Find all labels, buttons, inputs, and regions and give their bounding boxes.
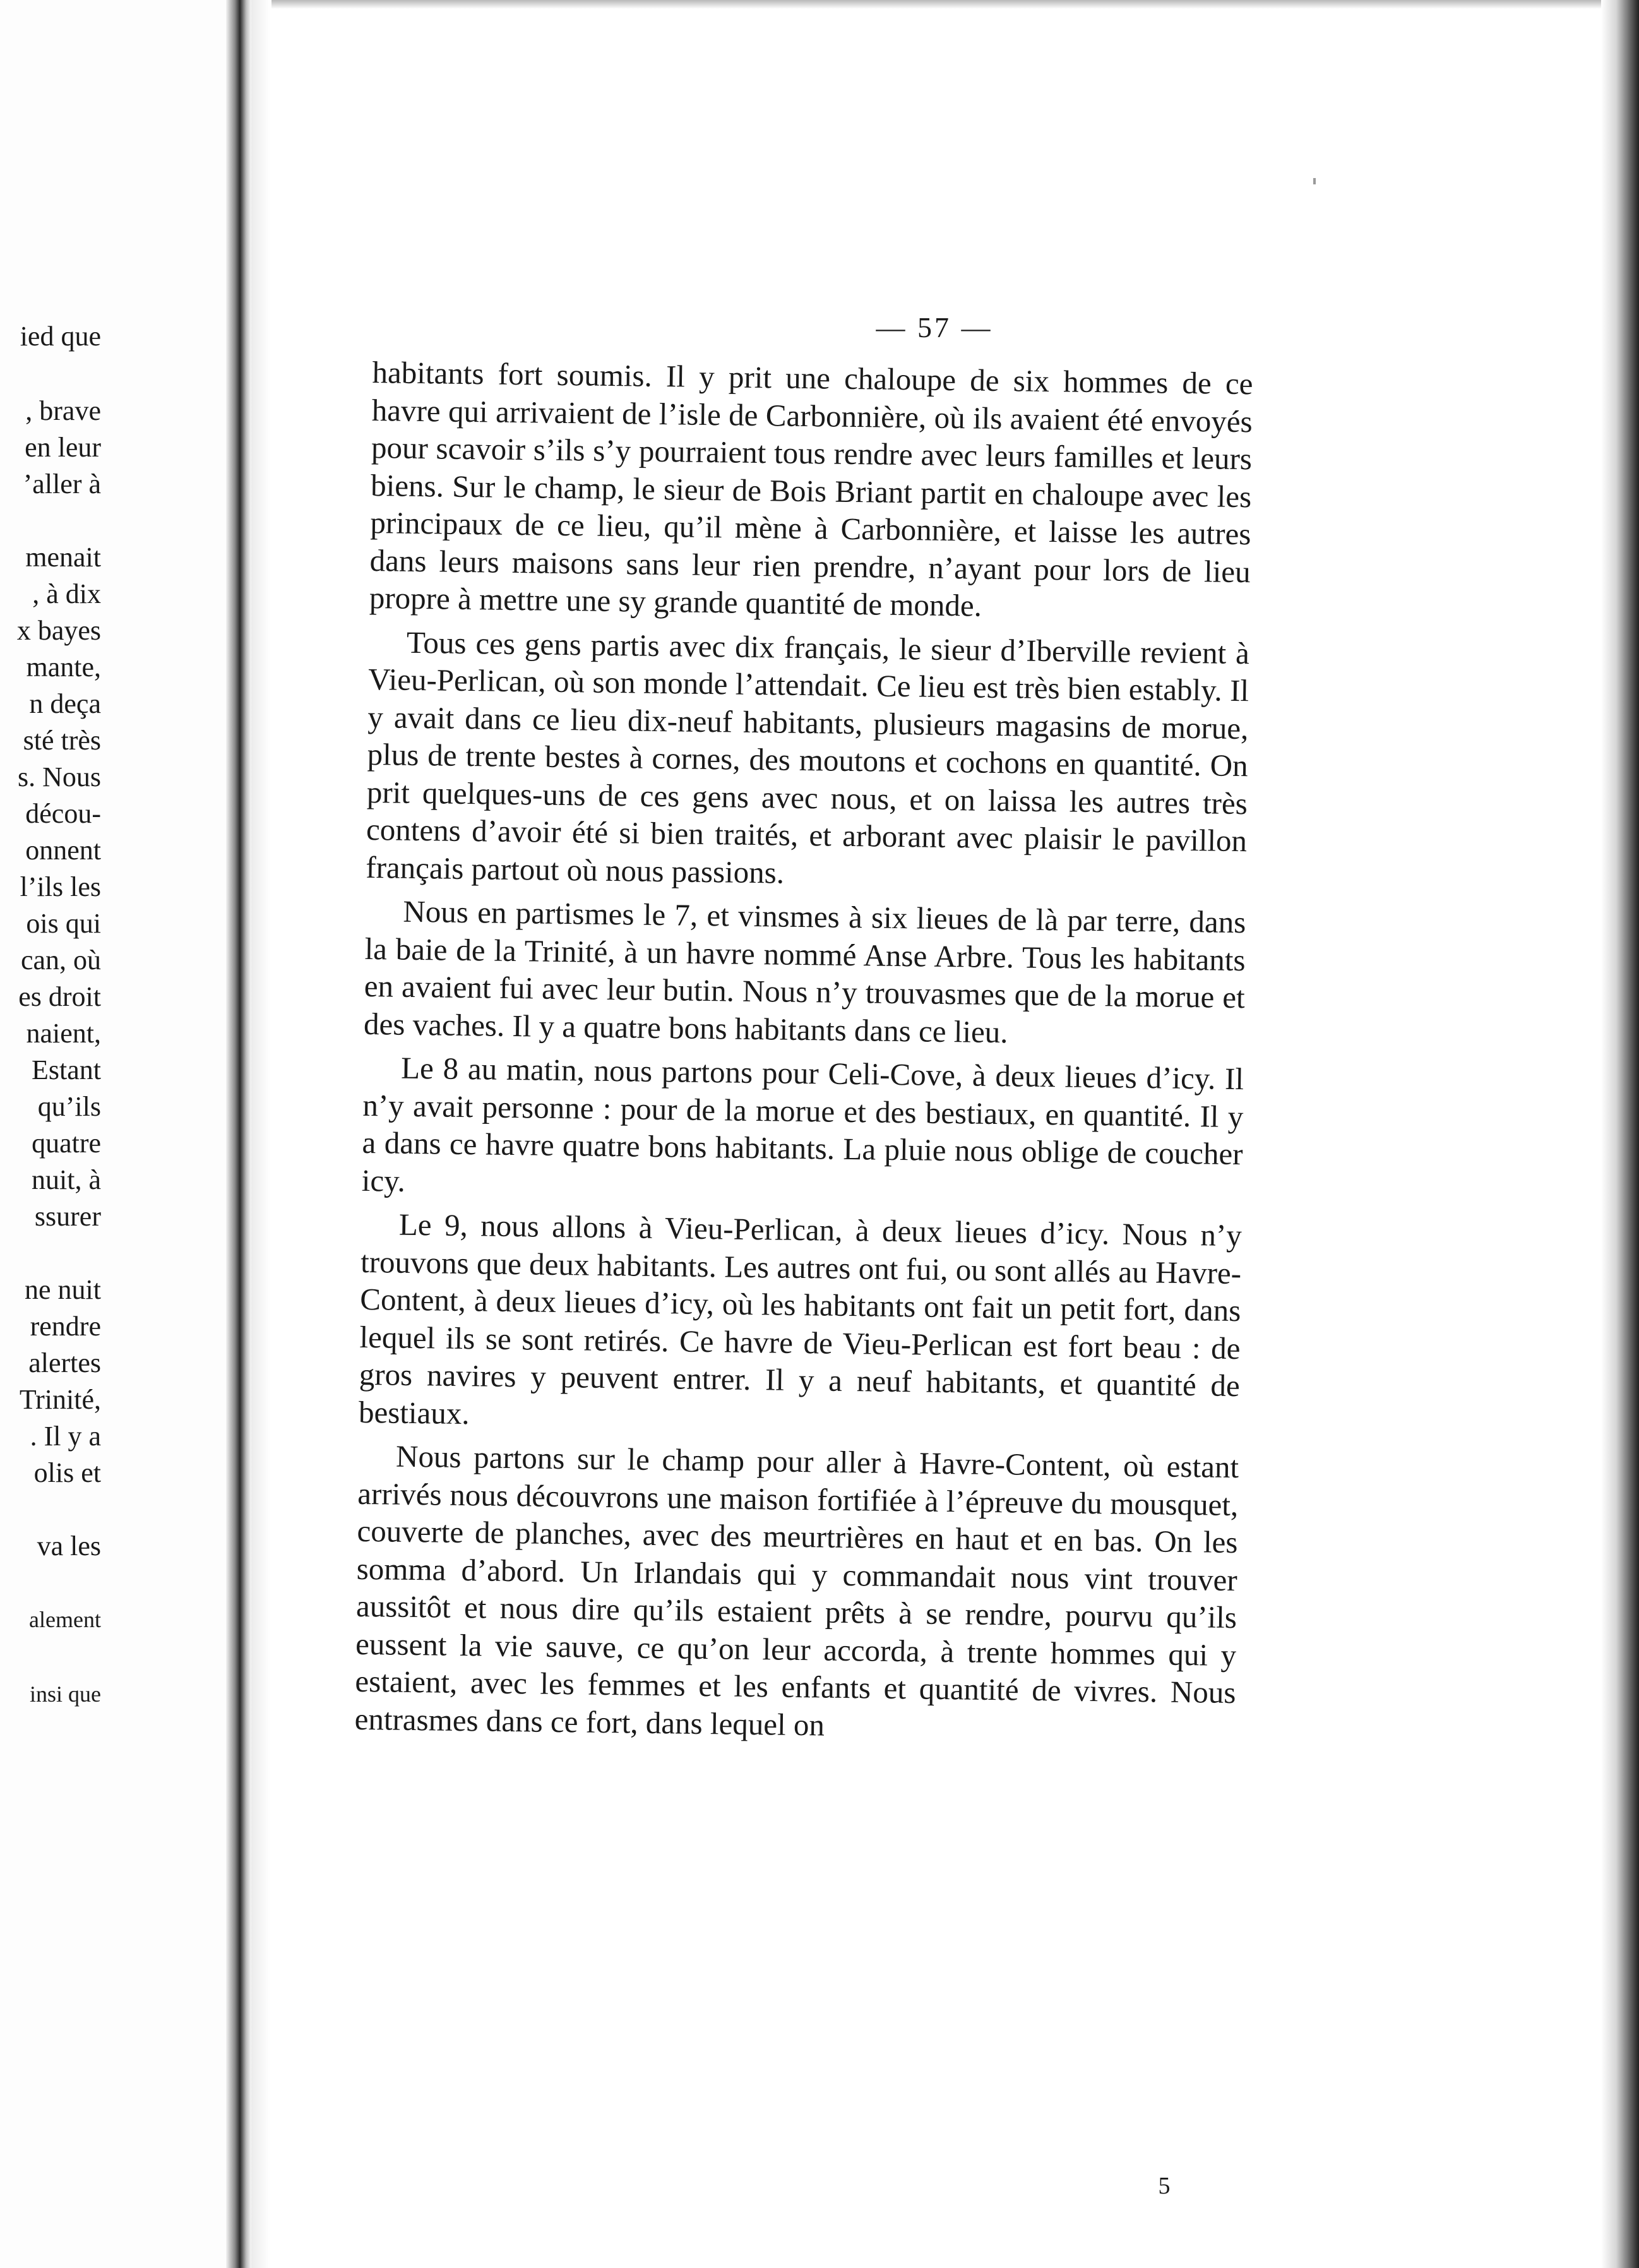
facing-page-line: , à dix: [32, 578, 101, 609]
facing-page-line: ’aller à: [23, 469, 101, 499]
facing-page-line: ne nuit: [25, 1274, 101, 1305]
facing-page-line: olis et: [33, 1457, 101, 1488]
paragraph: Nous en partismes le 7, et vinsmes à six lieues de là par terre, dans la baie de la Trinité, à un havre nommé Anse Arbre. Tous les habitants en avaient fui avec leur butin. Nous n’y trouvasmes que de la morue et des vaches. Il y a quatre bons habitants dans ce lieu.: [363, 893, 1246, 1049]
paragraph: Nous partons sur le champ pour aller à Havre-Content, où estant arrivés nous découvrons une maison fortifiée à l’épreuve du mousquet, couverte de planches, avec des meurtrières en haut et en bas. On les somma d’abord. Un Irlandais qui y commandait nous vint trouver aussitôt et nous dire qu’ils estaient prêts à se rendre, pourvu qu’ils eussent la vie sauve, ce qu’on leur accorda, à trente hommes qui y estaient, avec les femmes et les enfants et quantité de vivres. Nous entrasmes dans ce fort, dans lequel on: [354, 1438, 1239, 1743]
facing-page-line: en leur: [25, 432, 101, 463]
paper-speck: [1313, 178, 1316, 184]
facing-page-line: x bayes: [16, 615, 101, 646]
facing-page-line: insi que: [30, 1681, 101, 1707]
facing-page-line: ois qui: [26, 908, 101, 939]
facing-page-line: mante,: [26, 652, 101, 683]
facing-page-line: ied que: [20, 321, 101, 352]
facing-page-line: Estant: [32, 1054, 101, 1085]
facing-page-line: s. Nous: [17, 761, 101, 792]
paragraph: Tous ces gens partis avec dix français, le sieur d’Iberville revient à Vieu-Perlican, où son monde l’attendait. Ce lieu est très bien estably. Il y avait dans ce lieu dix-neuf habitants, plusieurs magasins de morue, plus de trente bestes à cornes, des moutons et cochons en quantité. On prit quelques-uns de ces gens avec nous, et on laissa les autres très contens d’avoir été si bien traités, et arborant avec plaisir le pavillon français partout où nous passions.: [365, 624, 1250, 890]
facing-page-line: ssurer: [34, 1201, 101, 1232]
facing-page-line: n deça: [29, 688, 101, 719]
facing-page-line: , brave: [25, 395, 101, 426]
main-page: [271, 0, 1601, 2268]
paragraph: Le 9, nous allons à Vieu-Perlican, à deux lieues d’icy. Nous n’y trouvons que deux habitants. Les autres ont fui, ou sont allés au Havre-Content, à deux lieues d’icy, où les habitants ont fait un petit fort, dans lequel ils se sont retirés. Ce havre de Vieu-Perlican est fort beau : de gros navires y peuvent entrer. Il y a neuf habitants, et quantité de bestiaux.: [358, 1207, 1243, 1431]
facing-page-line: quatre: [32, 1128, 101, 1159]
page-right-edge: [1601, 0, 1639, 2268]
facing-page-line: rendre: [30, 1311, 101, 1342]
page-number: — 57 —: [876, 311, 993, 343]
book-gutter: [226, 0, 251, 2268]
facing-page-fragment: [0, 0, 240, 2268]
facing-page-line: sté très: [23, 725, 101, 756]
facing-page-line: décou-: [25, 798, 101, 829]
facing-page-line: qu’ils: [37, 1091, 101, 1122]
paragraph: Le 8 au matin, nous partons pour Celi-Cove, à deux lieues d’icy. Il n’y avait personne : pour de la morue et des bestiaux, en quantité. Il y a dans ce havre quatre bons habitants. La pluie nous oblige de coucher icy.: [361, 1050, 1244, 1198]
facing-page-line: alement: [29, 1607, 101, 1632]
facing-page-line: naient,: [26, 1018, 101, 1049]
facing-page-line: es droit: [18, 981, 101, 1012]
facing-page-line: menait: [25, 542, 101, 573]
signature-mark: 5: [1158, 2173, 1171, 2199]
facing-page-line: nuit, à: [32, 1164, 101, 1195]
facing-page-line: l’ils les: [20, 871, 101, 902]
facing-page-line: Trinité,: [19, 1384, 101, 1415]
facing-page-line: va les: [37, 1531, 101, 1561]
paragraph: habitants fort soumis. Il y prit une chaloupe de six hommes de ce havre qui arrivaient de l’isle de Carbonnière, où ils avaient été envoyés pour scavoir s’ils s’y pourraient tous rendre avec leurs familles et leurs biens. Sur le champ, le sieur de Bois Briant partit en chaloupe avec les principaux de ce lieu, qu’il mène à Carbonnière, et laisse les autres dans leurs maisons sans leur rien prendre, n’ayant pour lors de lieu propre à mettre une sy grande quantité de monde.: [369, 354, 1253, 623]
facing-page-line: alertes: [28, 1347, 101, 1378]
facing-page-line: can, où: [20, 945, 101, 976]
gutter-shadow: [251, 0, 270, 2268]
body-text: [354, 354, 1253, 1755]
facing-page-line: onnent: [25, 835, 101, 866]
facing-page-line: . Il y a: [30, 1421, 101, 1452]
